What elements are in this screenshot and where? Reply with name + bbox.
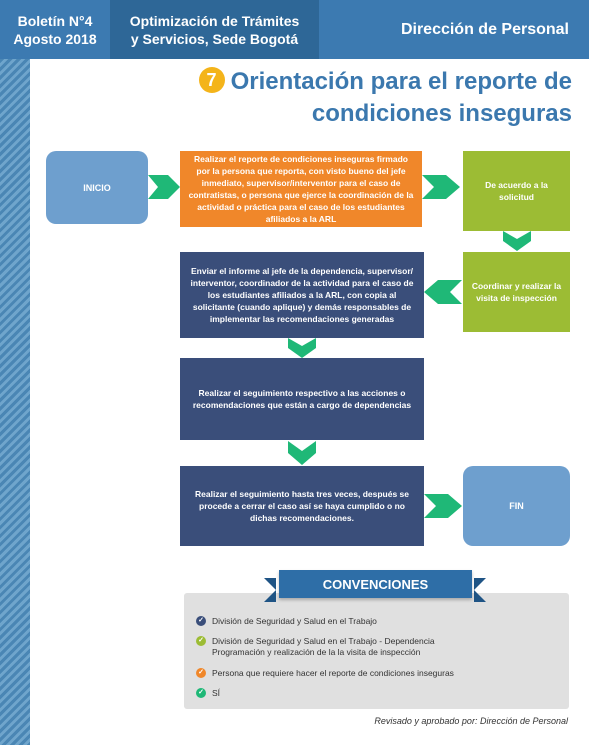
conventions-title: CONVENCIONES xyxy=(279,570,472,598)
title-line-1 xyxy=(180,66,572,98)
arrow-right-icon xyxy=(148,175,180,199)
title-text-1: Orientación para el reporte de xyxy=(230,68,572,95)
arrow-left-icon xyxy=(424,280,462,304)
check-icon: ✓ xyxy=(196,688,206,698)
banner-ribbon-right xyxy=(474,578,486,602)
check-icon: ✓ xyxy=(196,616,206,626)
bulletin-block xyxy=(0,0,110,59)
flow-step-follow-up: Realizar el seguimiento respectivo a las acciones o recomendaciones que están a cargo de dependencias xyxy=(180,358,424,440)
check-icon: ✓ xyxy=(196,668,206,678)
flow-step-report: Realizar el reporte de condiciones inseguras firmado por la persona que reporta, con visto bueno del jefe inmediato, supervisor/interventor para el caso de contratistas, o persona que ejerce la coordinación de la actividad o práctica para el caso de los estudiantes afiliados a la ARL xyxy=(180,151,422,227)
convention-label: División de Seguridad y Salud en el Trabajo - Dependencia Programación y realización de la la visita de inspección xyxy=(212,636,435,657)
convention-item xyxy=(196,668,556,679)
page-title xyxy=(180,66,572,130)
convention-item xyxy=(196,688,556,699)
arrow-down-icon xyxy=(503,231,531,251)
footer-approval: Revisado y aprobado por: Dirección de Personal xyxy=(374,716,568,726)
title-line-2: condiciones inseguras xyxy=(311,100,572,127)
bulletin-number: Boletín N°4 xyxy=(17,12,93,29)
flow-step-agree: De acuerdo a la solicitud xyxy=(463,151,570,231)
topic-line-2: y Servicios, Sede Bogotá xyxy=(130,30,299,47)
banner-ribbon-left xyxy=(264,578,276,602)
area-name: Dirección de Personal xyxy=(400,20,569,38)
flow-step-send-report: Enviar el informe al jefe de la dependencia, supervisor/ interventor, coordinador de la actividad para el caso de los estudiantes afiliados a la ARL, con copia al solicitante (cuando aplique) y demás responsables de implementar las recomendaciones generadas xyxy=(180,252,424,338)
flow-step-coordinate: Coordinar y realizar la visita de inspección xyxy=(463,252,570,332)
page-header xyxy=(0,0,589,59)
arrow-right-icon xyxy=(422,175,460,199)
flow-start: INICIO xyxy=(46,151,148,224)
check-icon: ✓ xyxy=(196,636,206,646)
arrow-right-icon xyxy=(424,494,462,518)
bulletin-date: Agosto 2018 xyxy=(13,30,97,47)
topic-line-1: Optimización de Trámites xyxy=(129,12,300,29)
convention-label: División de Seguridad y Salud en el Trabajo xyxy=(212,616,377,626)
flow-end: FIN xyxy=(463,466,570,546)
convention-label: SÍ xyxy=(212,688,221,698)
convention-label: Persona que requiere hacer el reporte de condiciones inseguras xyxy=(212,668,454,678)
area-block xyxy=(319,0,589,59)
arrow-down-icon xyxy=(288,338,316,358)
convention-item xyxy=(196,636,476,658)
convention-item xyxy=(196,616,556,627)
step-number-badge: 7 xyxy=(199,67,225,93)
flow-step-follow-up-three: Realizar el seguimiento hasta tres veces, después se procede a cerrar el caso así se haya cumplido o no dichas recomendaciones. xyxy=(180,466,424,546)
arrow-down-icon xyxy=(288,441,316,465)
topic-block xyxy=(110,0,319,59)
decorative-stripe xyxy=(0,59,30,745)
